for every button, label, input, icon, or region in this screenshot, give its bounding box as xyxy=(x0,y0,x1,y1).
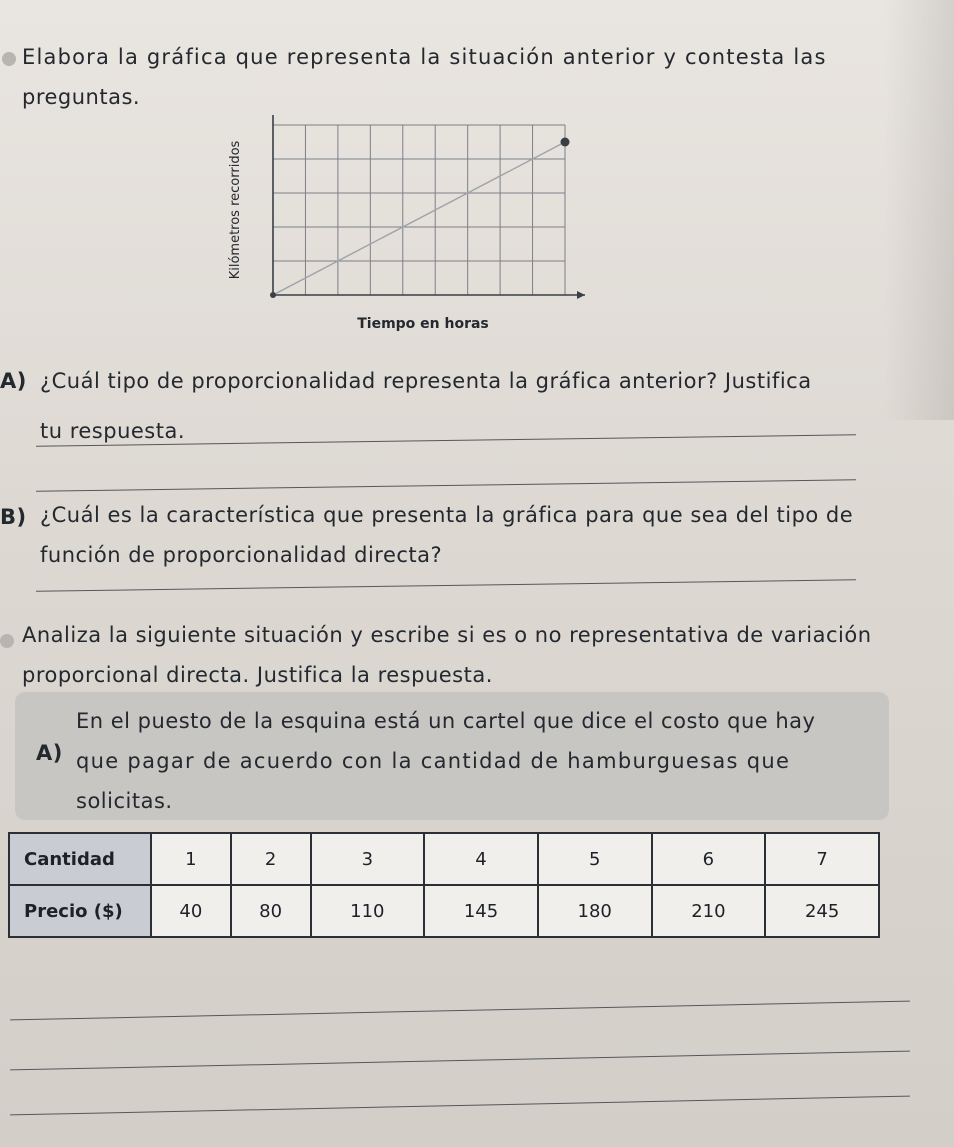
graph-svg xyxy=(215,95,605,335)
question-b-label: B) xyxy=(0,505,27,529)
quantity-cell: 7 xyxy=(765,833,879,885)
row-header-cantidad: Cantidad xyxy=(9,833,151,885)
quantity-cell: 4 xyxy=(424,833,538,885)
question-a-line-1: ¿Cuál tipo de proporcionalidad representa la gráfica anterior? Justifica xyxy=(40,369,812,393)
section-bullet xyxy=(0,634,14,648)
x-axis-label: Tiempo en horas xyxy=(357,316,489,332)
analysis-line-1: Analiza la siguiente situación y escribe si es o no representativa de variación xyxy=(22,623,872,647)
quantity-cell: 6 xyxy=(652,833,766,885)
question-b-line-1: ¿Cuál es la característica que presenta la gráfica para que sea del tipo de xyxy=(40,503,854,527)
quantity-cell: 1 xyxy=(151,833,231,885)
row-header-precio: Precio ($) xyxy=(9,885,151,937)
price-cell: 210 xyxy=(652,885,766,937)
quantity-cell: 2 xyxy=(231,833,311,885)
question-a-line-2: tu respuesta. xyxy=(40,419,186,443)
section-bullet xyxy=(2,52,16,66)
intro-line-1: Elabora la gráfica que representa la situación anterior y contesta las xyxy=(22,45,827,69)
y-axis-label: Kilómetros recorridos xyxy=(228,140,243,280)
x-axis-arrow xyxy=(577,291,585,299)
graph xyxy=(215,95,605,335)
situation-a-line-1: En el puesto de la esquina está un cartel que dice el costo que hay xyxy=(76,709,816,733)
price-cell: 245 xyxy=(765,885,879,937)
data-point xyxy=(561,138,570,147)
data-line xyxy=(273,142,565,295)
answer-line xyxy=(10,1051,910,1071)
situation-a-line-2: que pagar de acuerdo con la cantidad de hamburguesas que xyxy=(76,749,791,773)
data-point xyxy=(270,292,276,298)
price-cell: 180 xyxy=(538,885,652,937)
price-cell: 145 xyxy=(424,885,538,937)
price-cell: 40 xyxy=(151,885,231,937)
situation-a-line-3: solicitas. xyxy=(76,789,173,813)
analysis-line-2: proporcional directa. Justifica la respuesta. xyxy=(22,663,493,687)
intro-line-2: preguntas. xyxy=(22,85,141,109)
price-cell: 80 xyxy=(231,885,311,937)
page-edge-shadow xyxy=(884,0,954,420)
question-b-line-2: función de proporcionalidad directa? xyxy=(40,543,443,567)
answer-line xyxy=(36,479,856,491)
question-a-label: A) xyxy=(0,369,27,393)
table-row xyxy=(9,833,879,885)
answer-line xyxy=(36,579,856,591)
quantity-cell: 5 xyxy=(538,833,652,885)
answer-line xyxy=(10,1096,910,1116)
table-row xyxy=(9,885,879,937)
quantity-cell: 3 xyxy=(311,833,425,885)
situation-a-label: A) xyxy=(36,741,63,765)
price-cell: 110 xyxy=(311,885,425,937)
price-table xyxy=(8,832,880,938)
answer-line xyxy=(10,1001,910,1021)
